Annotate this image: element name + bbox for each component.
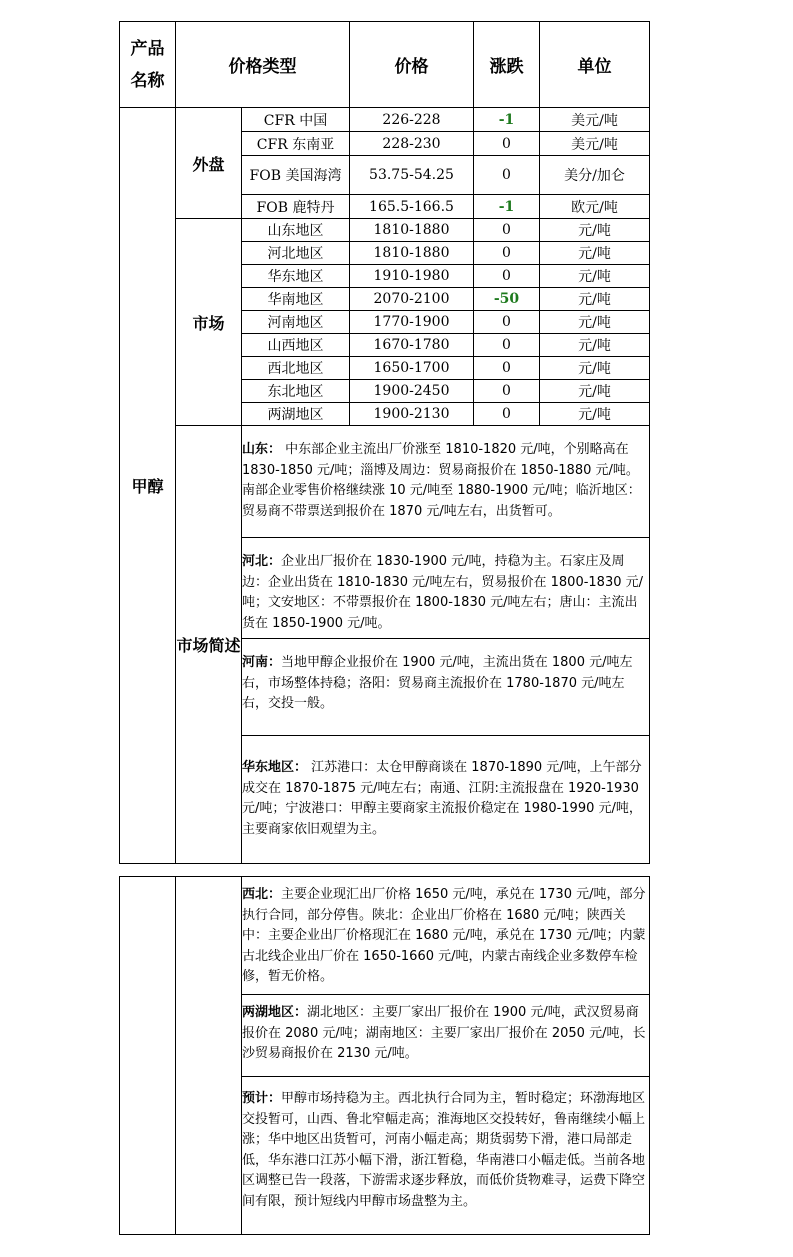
price-table bbox=[119, 21, 650, 864]
header-unit: 单位 bbox=[540, 22, 650, 108]
row-name: 山西地区 bbox=[242, 334, 350, 357]
header-product: 产品 名称 bbox=[120, 22, 176, 108]
row-name: 西北地区 bbox=[242, 357, 350, 380]
product-cell-empty bbox=[120, 877, 176, 1235]
row-unit: 元/吨 bbox=[540, 334, 650, 357]
row-unit: 元/吨 bbox=[540, 288, 650, 311]
group-cell-empty bbox=[176, 877, 242, 1235]
row-price: 2070-2100 bbox=[350, 288, 474, 311]
row-price: 165.5-166.5 bbox=[350, 195, 474, 219]
row-price: 226-228 bbox=[350, 108, 474, 132]
row-change: 0 bbox=[474, 156, 540, 195]
row-name: 华南地区 bbox=[242, 288, 350, 311]
row-unit: 元/吨 bbox=[540, 242, 650, 265]
row-name: FOB 鹿特丹 bbox=[242, 195, 350, 219]
row-change: 0 bbox=[474, 265, 540, 288]
summary-lianghu: 两湖地区：湖北地区：主要厂家出厂报价在 1900 元/吨，武汉贸易商报价在 2080 元/吨；湖南地区：主要厂家出厂报价在 2050 元/吨，长沙贸易商报价在 2130 元/吨。 bbox=[242, 995, 650, 1077]
group-summary: 市场简述 bbox=[176, 426, 242, 864]
header-change: 涨跌 bbox=[474, 22, 540, 108]
row-change: -1 bbox=[474, 195, 540, 219]
summary-xibei: 西北：主要企业现汇出厂价格 1650 元/吨，承兑在 1730 元/吨，部分执行合同，部分停售。陕北：企业出厂价格在 1680 元/吨；陕西关中：主要企业出厂价格现汇在 1680 元/吨，承兑在 1730 元/吨；内蒙古北线企业出厂价在 1650-1660 元/吨，内蒙古南线企业多数停车检修，暂无价格。 bbox=[242, 877, 650, 995]
row-price: 53.75-54.25 bbox=[350, 156, 474, 195]
row-change: -1 bbox=[474, 108, 540, 132]
row-change: 0 bbox=[474, 132, 540, 156]
summary-shandong: 山东： 中东部企业主流出厂价涨至 1810-1820 元/吨，个别略高在 1830-1850 元/吨；淄博及周边：贸易商报价在 1850-1880 元/吨。南部企业零售价格继续涨 10 元/吨至 1880-1900 元/吨；临沂地区：贸易商不带票送到报价在 1870 元/吨左右，出货暂可。 bbox=[242, 426, 650, 538]
row-unit: 元/吨 bbox=[540, 380, 650, 403]
row-name: FOB 美国海湾 bbox=[242, 156, 350, 195]
header-price: 价格 bbox=[350, 22, 474, 108]
row-price: 1900-2450 bbox=[350, 380, 474, 403]
row-name: 两湖地区 bbox=[242, 403, 350, 426]
row-name: 河南地区 bbox=[242, 311, 350, 334]
row-change: 0 bbox=[474, 311, 540, 334]
header-price-type: 价格类型 bbox=[176, 22, 350, 108]
row-unit: 元/吨 bbox=[540, 311, 650, 334]
summary-table-continued bbox=[119, 876, 650, 1235]
row-unit: 元/吨 bbox=[540, 219, 650, 242]
row-price: 1810-1880 bbox=[350, 219, 474, 242]
row-unit: 元/吨 bbox=[540, 403, 650, 426]
row-name: 河北地区 bbox=[242, 242, 350, 265]
group-external: 外盘 bbox=[176, 108, 242, 219]
row-unit: 美元/吨 bbox=[540, 132, 650, 156]
row-name: 华东地区 bbox=[242, 265, 350, 288]
row-name: CFR 中国 bbox=[242, 108, 350, 132]
row-name: 山东地区 bbox=[242, 219, 350, 242]
row-price: 1910-1980 bbox=[350, 265, 474, 288]
row-change: 0 bbox=[474, 380, 540, 403]
row-price: 1650-1700 bbox=[350, 357, 474, 380]
product-name: 甲醇 bbox=[120, 108, 176, 864]
summary-hebei: 河北：企业出厂报价在 1830-1900 元/吨，持稳为主。石家庄及周边：企业出货在 1810-1830 元/吨左右，贸易报价在 1800-1830 元/吨；文安地区：不带票报价在 1800-1830 元/吨左右；唐山：主流出货在 1850-1900 元/吨。 bbox=[242, 538, 650, 639]
row-change: 0 bbox=[474, 219, 540, 242]
row-unit: 美元/吨 bbox=[540, 108, 650, 132]
row-change: 0 bbox=[474, 403, 540, 426]
row-unit: 元/吨 bbox=[540, 265, 650, 288]
row-price: 1810-1880 bbox=[350, 242, 474, 265]
row-price: 1900-2130 bbox=[350, 403, 474, 426]
row-unit: 美分/加仑 bbox=[540, 156, 650, 195]
row-change: 0 bbox=[474, 242, 540, 265]
row-price: 228-230 bbox=[350, 132, 474, 156]
row-change: 0 bbox=[474, 334, 540, 357]
summary-forecast: 预计：甲醇市场持稳为主。西北执行合同为主，暂时稳定；环渤海地区交投暂可，山西、鲁北窄幅走高；淮海地区交投转好，鲁南继续小幅上涨；华中地区出货暂可，河南小幅走高；期货弱势下滑，港口局部走低，华东港口江苏小幅下滑，浙江暂稳，华南港口小幅走低。当前各地区调整已告一段落，下游需求逐步释放，而低价货物难寻，运费下降空间有限，预计短线内甲醇市场盘整为主。 bbox=[242, 1077, 650, 1235]
group-market: 市场 bbox=[176, 219, 242, 426]
summary-huadong: 华东地区： 江苏港口：太仓甲醇商谈在 1870-1890 元/吨，上午部分成交在 1870-1875 元/吨左右；南通、江阴:主流报盘在 1920-1930 元/吨；宁波港口：甲醇主要商家主流报价稳定在 1980-1990 元/吨，主要商家依旧观望为主。 bbox=[242, 736, 650, 864]
row-name: CFR 东南亚 bbox=[242, 132, 350, 156]
row-unit: 元/吨 bbox=[540, 357, 650, 380]
row-price: 1770-1900 bbox=[350, 311, 474, 334]
row-change: -50 bbox=[474, 288, 540, 311]
row-unit: 欧元/吨 bbox=[540, 195, 650, 219]
row-name: 东北地区 bbox=[242, 380, 350, 403]
summary-henan: 河南：当地甲醇企业报价在 1900 元/吨，主流出货在 1800 元/吨左右，市场整体持稳；洛阳：贸易商主流报价在 1780-1870 元/吨左右，交投一般。 bbox=[242, 639, 650, 736]
row-price: 1670-1780 bbox=[350, 334, 474, 357]
row-change: 0 bbox=[474, 357, 540, 380]
